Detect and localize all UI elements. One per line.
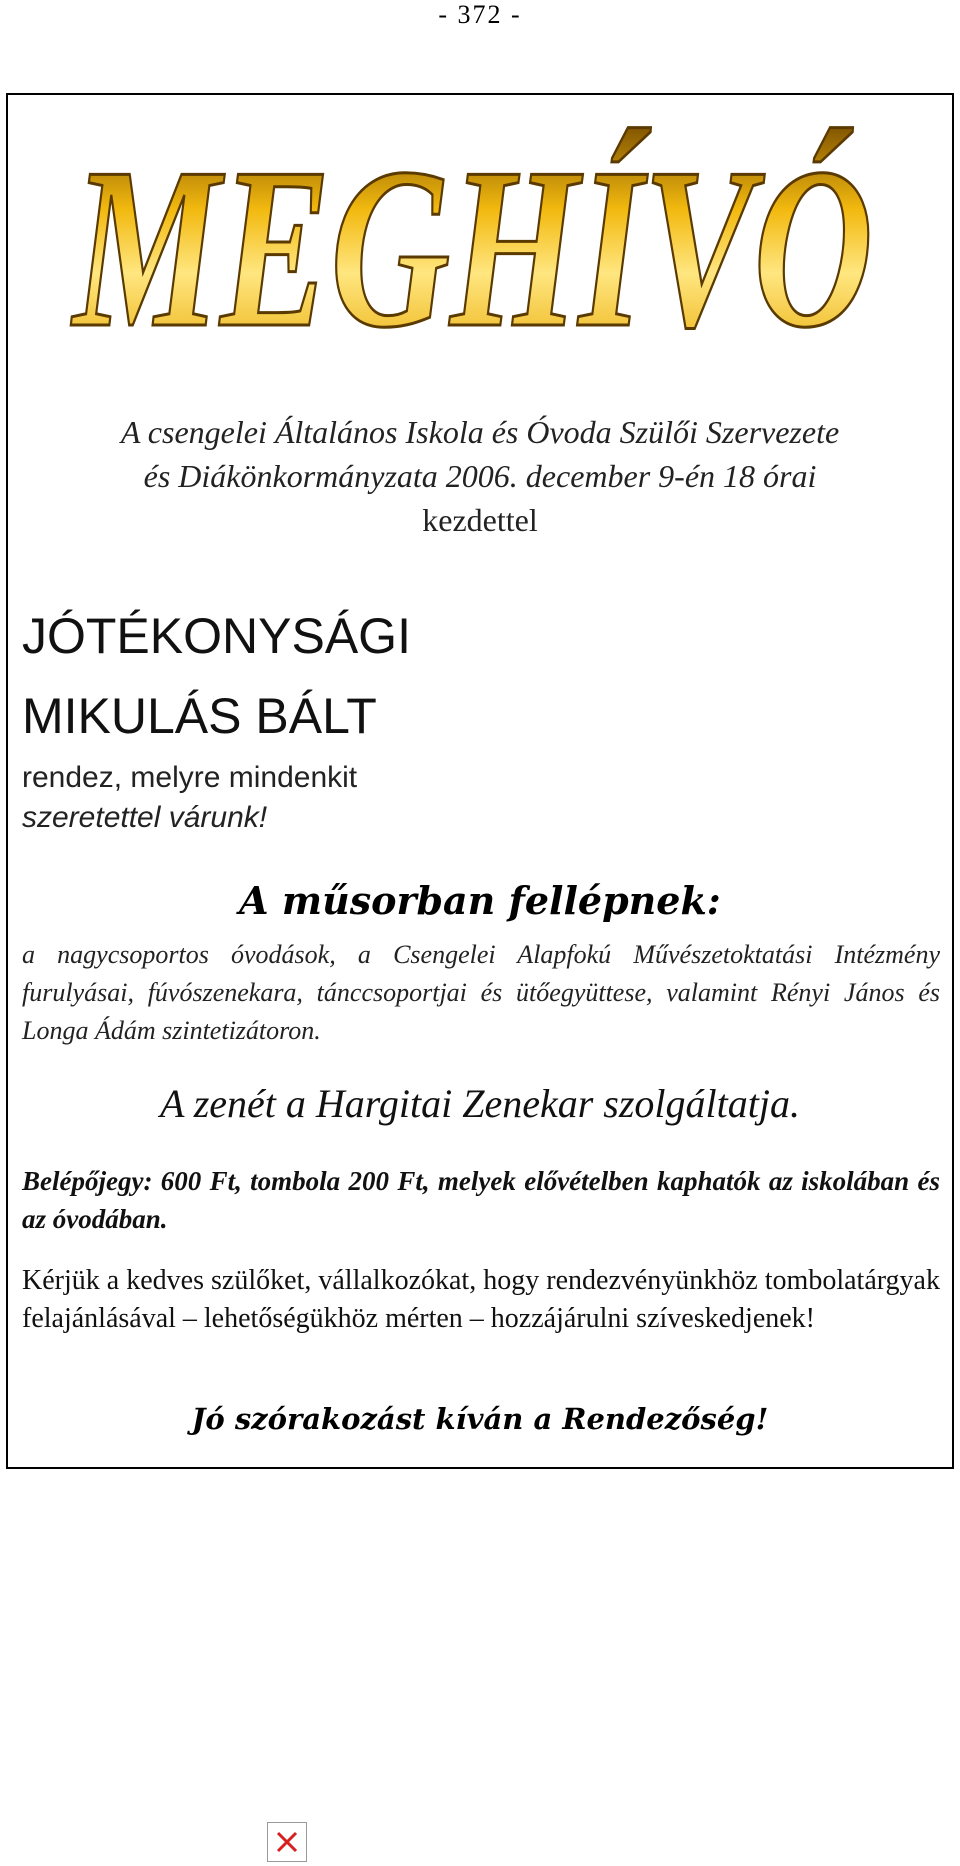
program-text: a nagycsoportos óvodások, a Csengelei Alapfokú Művészetoktatási Intézmény furulyásai, fúvószenekara, tánccsoportjai és ütőegyüttese, valamint Rényi János és Longa Ádám szintetizátoron.	[22, 940, 940, 1045]
intro-line-2: és Diákönkormányzata 2006. december 9-én 18 órai	[143, 458, 817, 494]
invite-text	[22, 758, 722, 838]
wordart-title	[58, 110, 888, 360]
program-heading: A műsorban fellépnek:	[239, 878, 721, 923]
intro-line-1: A csengelei Általános Iskola és Óvoda Szülői Szervezete	[120, 414, 840, 450]
event-title	[22, 596, 722, 756]
intro-text	[20, 410, 940, 542]
broken-image-icon	[267, 1822, 307, 1862]
page-number: - 372 -	[438, 0, 522, 29]
ticket-info: Belépőjegy: 600 Ft, tombola 200 Ft, melyek elővételben kaphatók az iskolában és az óvodában.	[22, 1166, 940, 1234]
event-title-line-1: JÓTÉKONYSÁGI	[22, 608, 411, 664]
request-text: Kérjük a kedves szülőket, vállalkozókat, hogy rendezvényünkhöz tombolatárgyak felajánlásával – lehetőségükhöz mérten – hozzájárulni szíveskedjenek!	[22, 1265, 940, 1334]
closing-line: Jó szórakozást kíván a Rendezőség!	[191, 1402, 769, 1436]
event-title-line-2: MIKULÁS BÁLT	[22, 688, 377, 744]
invite-line-1: rendez, melyre mindenkit	[22, 761, 358, 794]
wordart-title-text: MEGHÍVÓ	[70, 120, 874, 360]
intro-line-3: kezdettel	[422, 502, 538, 538]
music-line: A zenét a Hargitai Zenekar szolgáltatja.	[160, 1081, 800, 1126]
invite-line-2: szeretettel várunk!	[22, 801, 268, 834]
